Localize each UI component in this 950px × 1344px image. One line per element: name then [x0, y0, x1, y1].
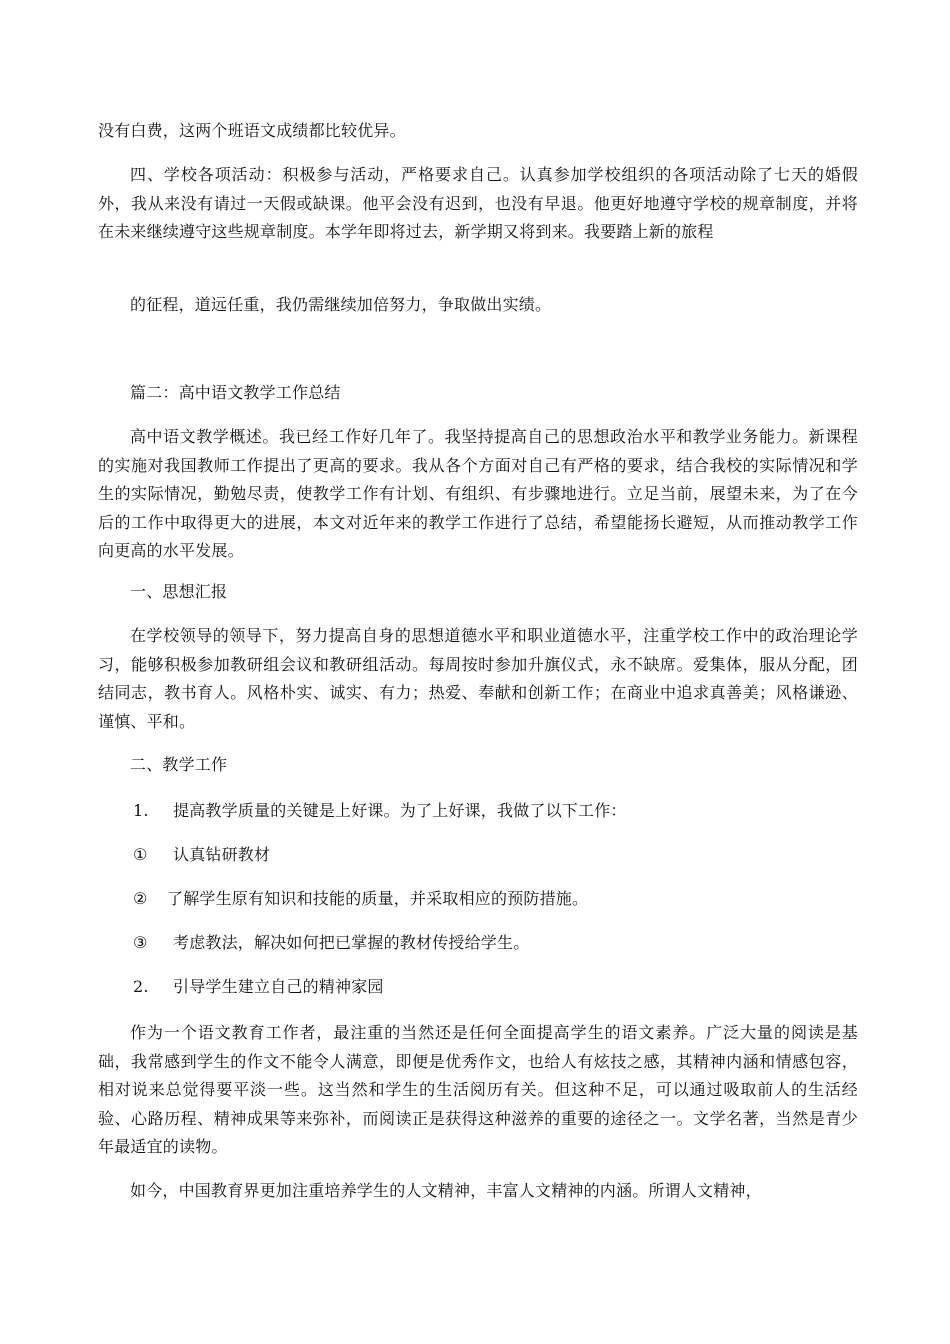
circled-number: ① — [133, 845, 148, 864]
circled-number: ② — [133, 889, 148, 908]
heading-teaching-work: 二、教学工作 — [130, 755, 228, 774]
sub-item-text: 考虑教法，解决如何把已掌握的教材传授给学生。 — [173, 933, 530, 952]
sub-item-text: 了解学生原有知识和技能的质量，并采取相应的预防措施。 — [167, 889, 589, 908]
paragraph-continuation: 没有白费，这两个班语文成绩都比较优异。 — [98, 121, 406, 140]
sub-item-3 — [133, 932, 529, 954]
paragraph-overview: 高中语文教学概述。我已经工作好几年了。我坚持提高自己的思想政治水平和教学业务能力。新课程的实施对我国教师工作提出了更高的要求。我从各个方面对自己有严格的要求，结合我校的实际情况和学生的实际情况，勤勉尽责，使教学工作有计划、有组织、有步骤地进行。立足当前，展望未来，为了在今后的工作中取得更大的进展，本文对近年来的教学工作进行了总结，希望能扬长避短，从而推动教学工作向更高的水平发展。 — [98, 427, 858, 560]
list-item-2 — [133, 976, 384, 998]
paragraph-journey: 的征程，道远任重，我仍需继续加倍努力，争取做出实绩。 — [130, 295, 552, 314]
list-item-1 — [133, 800, 627, 822]
list-item-text: 引导学生建立自己的精神家园 — [173, 977, 384, 996]
sub-item-text: 认真钻研教材 — [173, 845, 271, 864]
sub-item-2 — [133, 888, 588, 910]
section-title-part-two: 篇二：高中语文教学工作总结 — [130, 383, 341, 402]
heading-thought-report: 一、思想汇报 — [130, 582, 228, 601]
list-item-text: 提高教学质量的关键是上好课。为了上好课，我做了以下工作： — [173, 801, 627, 820]
sub-item-1 — [133, 844, 270, 866]
paragraph-thought-report: 在学校领导的领导下，努力提高自身的思想道德水平和职业道德水平，注重学校工作中的政治理论学习，能够积极参加教研组会议和教研组活动。每周按时参加升旗仪式，永不缺席。爱集体，服从分配，团结同志，教书育人。风格朴实、诚实、有力；热爱、奉献和创新工作；在商业中追求真善美；风格谦逊、谨慎、平和。 — [98, 626, 858, 731]
circled-number: ③ — [133, 933, 148, 952]
paragraph-school-activities: 四、学校各项活动：积极参与活动，严格要求自己。认真参加学校组织的各项活动除了七天的婚假外，我从来没有请过一天假或缺课。他平会没有迟到，也没有早退。他更好地遵守学校的规章制度，并将在未来继续遵守这些规章制度。本学年即将过去，新学期又将到来。我要踏上新的旅程 — [98, 165, 858, 241]
paragraph-humanistic-spirit: 如今，中国教育界更加注重培养学生的人文精神，丰富人文精神的内涵。所谓人文精神， — [130, 1181, 762, 1200]
list-number: 2. — [133, 977, 149, 996]
paragraph-language-education: 作为一个语文教育工作者，最注重的当然还是任何全面提高学生的语文素养。广泛大量的阅读是基础，我常感到学生的作文不能令人满意，即便是优秀作文，也给人有炫技之感，其精神内涵和情感包容，相对说来总觉得要平淡一些。这当然和学生的生活阅历有关。但这种不足，可以通过吸取前人的生活经验、心路历程、精神成果等来弥补，而阅读正是获得这种滋养的重要的途径之一。文学名著，当然是青少年最适宜的读物。 — [98, 1023, 858, 1156]
list-number: 1. — [133, 801, 149, 820]
